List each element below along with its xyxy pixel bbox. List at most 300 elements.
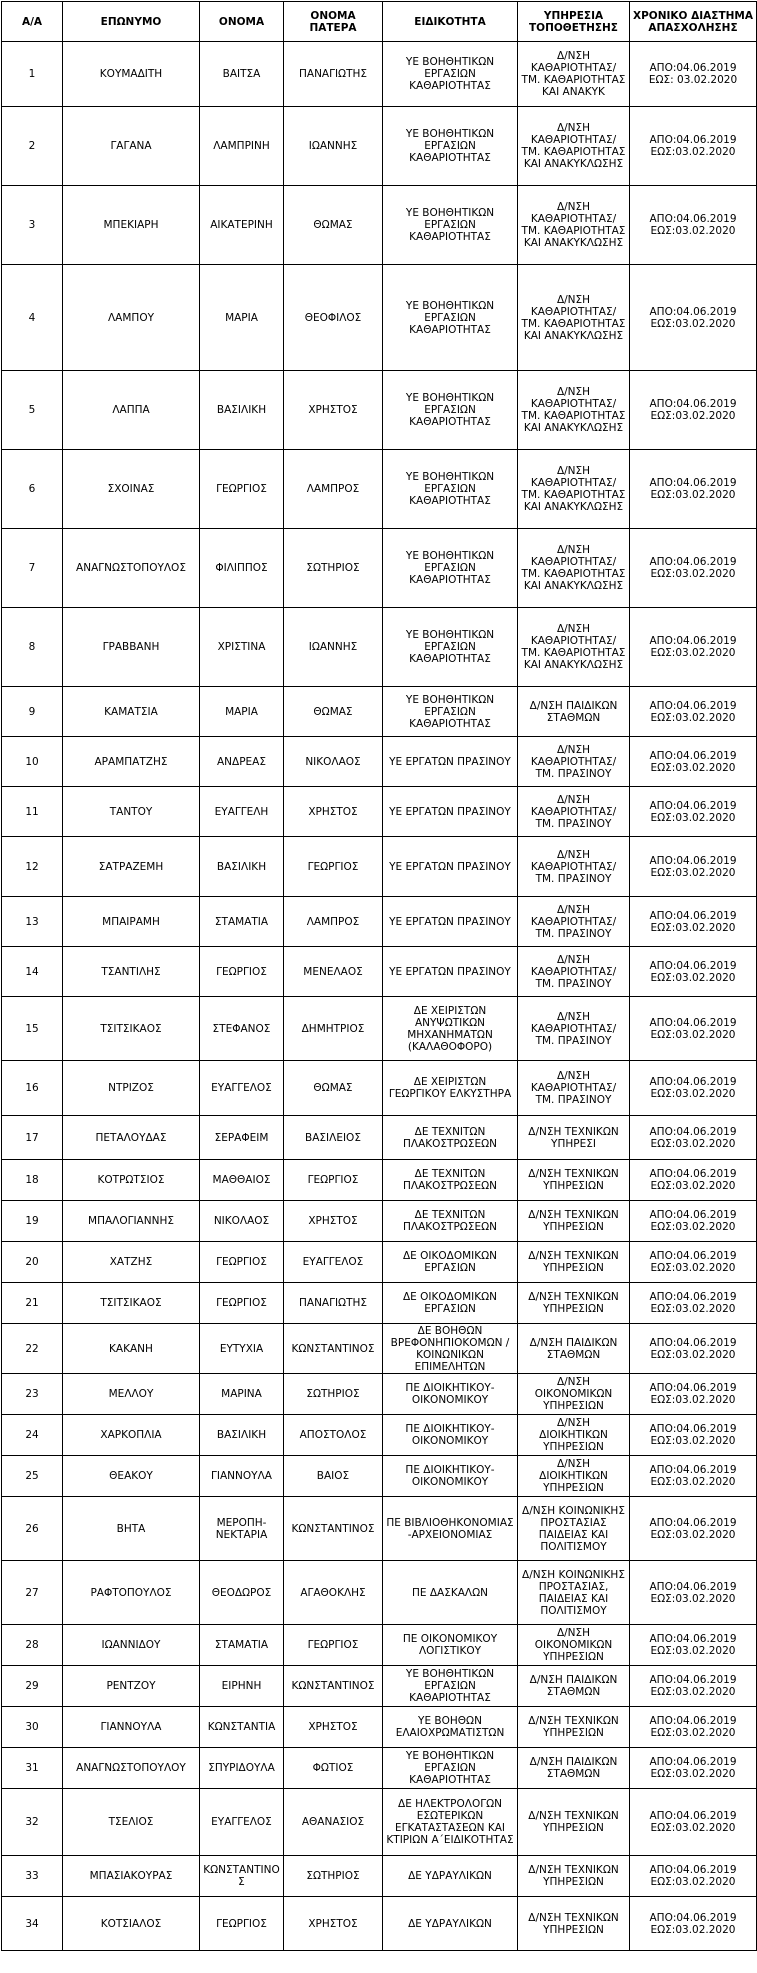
- table-row: [2, 1242, 757, 1283]
- cell-father-name: ΔΗΜΗΤΡΙΟΣ: [284, 997, 383, 1061]
- cell-aa: 7: [2, 529, 63, 608]
- table-row: [2, 1789, 757, 1856]
- cell-aa: 29: [2, 1666, 63, 1707]
- cell-period: [630, 1160, 757, 1201]
- header-row: [2, 2, 757, 42]
- table-row: [2, 529, 757, 608]
- header-surname: ΕΠΩΝΥΜΟ: [63, 2, 200, 42]
- cell-specialty: ΥΕ ΒΟΗΘΗΤΙΚΩΝ ΕΡΓΑΣΙΩΝ ΚΑΘΑΡΙΟΤΗΤΑΣ: [383, 1748, 518, 1789]
- table-row: [2, 42, 757, 107]
- table-row: [2, 1160, 757, 1201]
- cell-specialty: ΔΕ ΧΕΙΡΙΣΤΩΝ ΓΕΩΡΓΙΚΟΥ ΕΛΚΥΣΤΗΡΑ: [383, 1061, 518, 1116]
- cell-specialty: ΠΕ ΔΙΟΙΚΗΤΙΚΟΥ-ΟΙΚΟΝΟΜΙΚΟΥ: [383, 1456, 518, 1497]
- period-to: ΕΩΣ:03.02.2020: [650, 317, 736, 330]
- table-row: [2, 897, 757, 947]
- period-from: ΑΠΟ:04.06.2019: [649, 398, 737, 410]
- cell-father-name: ΧΡΗΣΤΟΣ: [284, 1201, 383, 1242]
- cell-name: ΓΕΩΡΓΙΟΣ: [200, 1242, 284, 1283]
- cell-name: ΒΑΙΤΣΑ: [200, 42, 284, 107]
- cell-name: ΚΩΝΣΤΑΝΤΙΑ: [200, 1707, 284, 1748]
- cell-specialty: ΥΕ ΒΟΗΘΗΤΙΚΩΝ ΕΡΓΑΣΙΩΝ ΚΑΘΑΡΙΟΤΗΤΑΣ: [383, 371, 518, 450]
- cell-specialty: ΔΕ ΒΟΗΘΩΝ ΒΡΕΦΟΝΗΠΙΟΚΟΜΩΝ /ΚΟΙΝΩΝΙΚΩΝ ΕΠΙΜΕΛΗΤΩΝ: [383, 1324, 518, 1374]
- cell-specialty: ΥΕ ΒΟΗΘΗΤΙΚΩΝ ΕΡΓΑΣΙΩΝ ΚΑΘΑΡΙΟΤΗΤΑΣ: [383, 1666, 518, 1707]
- cell-name: ΕΙΡΗΝΗ: [200, 1666, 284, 1707]
- cell-father-name: ΘΩΜΑΣ: [284, 186, 383, 265]
- table-row: [2, 997, 757, 1061]
- cell-father-name: ΙΩΑΝΝΗΣ: [284, 107, 383, 186]
- period-from: ΑΠΟ:04.06.2019: [649, 1633, 737, 1645]
- cell-specialty: ΥΕ ΕΡΓΑΤΩΝ ΠΡΑΣΙΝΟΥ: [383, 837, 518, 897]
- cell-specialty: ΥΕ ΒΟΗΘΗΤΙΚΩΝ ΕΡΓΑΣΙΩΝ ΚΑΘΑΡΙΟΤΗΤΑΣ: [383, 107, 518, 186]
- table-row: [2, 1116, 757, 1160]
- cell-specialty: ΥΕ ΒΟΗΘΗΤΙΚΩΝ ΕΡΓΑΣΙΩΝ ΚΑΘΑΡΙΟΤΗΤΑΣ: [383, 529, 518, 608]
- cell-specialty: ΔΕ ΧΕΙΡΙΣΤΩΝ ΑΝΥΨΩΤΙΚΩΝ ΜΗΧΑΝΗΜΑΤΩΝ (ΚΑΛΑΘΟΦΟΡΟ): [383, 997, 518, 1061]
- cell-aa: 26: [2, 1497, 63, 1561]
- table-row: [2, 1456, 757, 1497]
- cell-period: [630, 1242, 757, 1283]
- table-row: [2, 1748, 757, 1789]
- period-to: ΕΩΣ:03.02.2020: [650, 1528, 736, 1541]
- cell-name: ΑΝΔΡΕΑΣ: [200, 737, 284, 787]
- cell-surname: ΣΧΟΙΝΑΣ: [63, 450, 200, 529]
- cell-father-name: ΠΑΝΑΓΙΩΤΗΣ: [284, 42, 383, 107]
- cell-surname: ΣΑΤΡΑΖΕΜΗ: [63, 837, 200, 897]
- table-row: [2, 450, 757, 529]
- cell-specialty: ΔΕ ΗΛΕΚΤΡΟΛΟΓΩΝ ΕΣΩΤΕΡΙΚΩΝ ΕΓΚΑΤΑΣΤΑΣΕΩΝ ΚΑΙ ΚΤΙΡΙΩΝ Α΄ΕΙΔΙΚΟΤΗΤΑΣ: [383, 1789, 518, 1856]
- period-to: ΕΩΣ:03.02.2020: [650, 811, 736, 824]
- cell-surname: ΚΟΥΜΑΔΙΤΗ: [63, 42, 200, 107]
- table-row: [2, 787, 757, 837]
- cell-aa: 32: [2, 1789, 63, 1856]
- cell-name: ΣΠΥΡΙΔΟΥΛΑ: [200, 1748, 284, 1789]
- cell-name: ΑΙΚΑΤΕΡΙΝΗ: [200, 186, 284, 265]
- cell-father-name: ΧΡΗΣΤΟΣ: [284, 787, 383, 837]
- cell-service: Δ/ΝΣΗ ΤΕΧΝΙΚΩΝ ΥΠΗΡΕΣΙΩΝ: [518, 1789, 630, 1856]
- cell-surname: ΙΩΑΝΝΙΔΟΥ: [63, 1625, 200, 1666]
- cell-aa: 25: [2, 1456, 63, 1497]
- cell-name: ΕΥΑΓΓΕΛΟΣ: [200, 1061, 284, 1116]
- period-from: ΑΠΟ:04.06.2019: [649, 477, 737, 489]
- period-from: ΑΠΟ:04.06.2019: [649, 556, 737, 568]
- period-from: ΑΠΟ:04.06.2019: [649, 959, 737, 972]
- cell-service: Δ/ΝΣΗ ΚΑΘΑΡΙΟΤΗΤΑΣ/ ΤΜ. ΠΡΑΣΙΝΟΥ: [518, 787, 630, 837]
- table-row: [2, 1497, 757, 1561]
- period-to: ΕΩΣ:03.02.2020: [650, 866, 736, 879]
- table-row: [2, 837, 757, 897]
- cell-aa: 3: [2, 186, 63, 265]
- cell-surname: ΛΑΠΠΑ: [63, 371, 200, 450]
- table-row: [2, 186, 757, 265]
- period-to: ΕΩΣ:03.02.2020: [650, 1028, 736, 1041]
- cell-service: Δ/ΝΣΗ ΤΕΧΝΙΚΩΝ ΥΠΗΡΕΣΙ: [518, 1116, 630, 1160]
- period-to: ΕΩΣ:03.02.2020: [650, 1262, 736, 1274]
- cell-father-name: ΣΩΤΗΡΙΟΣ: [284, 1856, 383, 1897]
- cell-period: [630, 1116, 757, 1160]
- cell-surname: ΜΠΕΚΙΑΡΗ: [63, 186, 200, 265]
- cell-father-name: ΕΥΑΓΓΕΛΟΣ: [284, 1242, 383, 1283]
- table-row: [2, 687, 757, 737]
- cell-surname: ΘΕΑΚΟΥ: [63, 1456, 200, 1497]
- cell-surname: ΤΣΙΤΣΙΚΑΟΣ: [63, 1283, 200, 1324]
- cell-specialty: ΥΕ ΒΟΗΘΗΤΙΚΩΝ ΕΡΓΑΣΙΩΝ ΚΑΘΑΡΙΟΤΗΤΑΣ: [383, 687, 518, 737]
- cell-period: [630, 450, 757, 529]
- cell-specialty: ΔΕ ΥΔΡΑΥΛΙΚΩΝ: [383, 1897, 518, 1951]
- cell-father-name: ΑΓΑΘΟΚΛΗΣ: [284, 1561, 383, 1625]
- cell-father-name: ΘΩΜΑΣ: [284, 687, 383, 737]
- cell-father-name: ΚΩΝΣΤΑΝΤΙΝΟΣ: [284, 1666, 383, 1707]
- cell-period: [630, 1374, 757, 1415]
- cell-aa: 28: [2, 1625, 63, 1666]
- cell-period: [630, 1201, 757, 1242]
- cell-service: Δ/ΝΣΗ ΤΕΧΝΙΚΩΝ ΥΠΗΡΕΣΙΩΝ: [518, 1160, 630, 1201]
- cell-aa: 12: [2, 837, 63, 897]
- period-from: ΑΠΟ:04.06.2019: [649, 305, 737, 318]
- cell-father-name: ΝΙΚΟΛΑΟΣ: [284, 737, 383, 787]
- cell-service: Δ/ΝΣΗ ΤΕΧΝΙΚΩΝ ΥΠΗΡΕΣΙΩΝ: [518, 1201, 630, 1242]
- period-from: ΑΠΟ:04.06.2019: [649, 1016, 737, 1029]
- cell-service: Δ/ΝΣΗ ΚΟΙΝΩΝΙΚΗΣ ΠΡΟΣΤΑΣΙΑΣ, ΠΑΙΔΕΙΑΣ ΚΑΙ ΠΟΛΙΤΙΣΜΟΥ: [518, 1561, 630, 1625]
- period-to: ΕΩΣ:03.02.2020: [650, 225, 736, 237]
- cell-service: Δ/ΝΣΗ ΚΑΘΑΡΙΟΤΗΤΑΣ/ ΤΜ. ΠΡΑΣΙΝΟΥ: [518, 997, 630, 1061]
- cell-service: Δ/ΝΣΗ ΚΑΘΑΡΙΟΤΗΤΑΣ/ ΤΜ. ΚΑΘΑΡΙΟΤΗΤΑΣ ΚΑΙ ΑΝΑΚΥΚΛΩΣΗΣ: [518, 450, 630, 529]
- cell-specialty: ΠΕ ΔΙΟΙΚΗΤΙΚΟΥ-ΟΙΚΟΝΟΜΙΚΟΥ: [383, 1415, 518, 1456]
- cell-period: [630, 186, 757, 265]
- cell-service: Δ/ΝΣΗ ΟΙΚΟΝΟΜΙΚΩΝ ΥΠΗΡΕΣΙΩΝ: [518, 1625, 630, 1666]
- period-from: ΑΠΟ:04.06.2019: [649, 1911, 737, 1924]
- cell-specialty: ΔΕ ΤΕΧΝΙΤΩΝ ΠΛΑΚΟΣΤΡΩΣΕΩΝ: [383, 1116, 518, 1160]
- cell-aa: 4: [2, 265, 63, 371]
- cell-surname: ΚΟΤΡΩΤΣΙΟΣ: [63, 1160, 200, 1201]
- cell-surname: ΜΠΑΛΟΓΙΑΝΝΗΣ: [63, 1201, 200, 1242]
- cell-father-name: ΜΕΝΕΛΑΟΣ: [284, 947, 383, 997]
- period-to: ΕΩΣ:03.02.2020: [650, 1303, 736, 1315]
- cell-aa: 23: [2, 1374, 63, 1415]
- cell-aa: 14: [2, 947, 63, 997]
- cell-service: Δ/ΝΣΗ ΚΑΘΑΡΙΟΤΗΤΑΣ/ ΤΜ. ΚΑΘΑΡΙΟΤΗΤΑΣ ΚΑΙ ΑΝΑΚΥΚΛΩΣΗΣ: [518, 608, 630, 687]
- cell-father-name: ΘΕΟΦΙΛΟΣ: [284, 265, 383, 371]
- header-father-name: ΟΝΟΜΑ ΠΑΤΕΡΑ: [284, 2, 383, 42]
- cell-aa: 34: [2, 1897, 63, 1951]
- period-from: ΑΠΟ:04.06.2019: [649, 1209, 737, 1221]
- cell-surname: ΑΡΑΜΠΑΤΖΗΣ: [63, 737, 200, 787]
- cell-period: [630, 787, 757, 837]
- cell-period: [630, 897, 757, 947]
- cell-specialty: ΥΕ ΒΟΗΘΗΤΙΚΩΝ ΕΡΓΑΣΙΩΝ ΚΑΘΑΡΙΟΤΗΤΑΣ: [383, 608, 518, 687]
- cell-surname: ΠΕΤΑΛΟΥΔΑΣ: [63, 1116, 200, 1160]
- cell-specialty: ΥΕ ΒΟΗΘΩΝ ΕΛΑΙΟΧΡΩΜΑΤΙΣΤΩΝ: [383, 1707, 518, 1748]
- cell-father-name: ΛΑΜΠΡΟΣ: [284, 897, 383, 947]
- period-to: ΕΩΣ:03.02.2020: [650, 1394, 736, 1406]
- cell-aa: 10: [2, 737, 63, 787]
- cell-name: ΚΩΝΣΤΑΝΤΙΝΟΣ: [200, 1856, 284, 1897]
- cell-period: [630, 1283, 757, 1324]
- cell-name: ΓΙΑΝΝΟΥΛΑ: [200, 1456, 284, 1497]
- cell-aa: 5: [2, 371, 63, 450]
- table-row: [2, 1201, 757, 1242]
- cell-father-name: ΙΩΑΝΝΗΣ: [284, 608, 383, 687]
- period-to: ΕΩΣ:03.02.2020: [650, 647, 736, 659]
- cell-service: Δ/ΝΣΗ ΟΙΚΟΝΟΜΙΚΩΝ ΥΠΗΡΕΣΙΩΝ: [518, 1374, 630, 1415]
- period-from: ΑΠΟ:04.06.2019: [649, 799, 737, 812]
- period-to: ΕΩΣ:03.02.2020: [650, 971, 736, 984]
- cell-aa: 13: [2, 897, 63, 947]
- period-to: ΕΩΣ:03.02.2020: [650, 761, 736, 774]
- cell-period: [630, 1456, 757, 1497]
- period-from: ΑΠΟ:04.06.2019: [649, 854, 737, 867]
- cell-name: ΛΑΜΠΡΙΝΗ: [200, 107, 284, 186]
- cell-name: ΜΑΡΙΑ: [200, 687, 284, 737]
- period-to: ΕΩΣ:03.02.2020: [650, 568, 736, 580]
- cell-specialty: ΥΕ ΕΡΓΑΤΩΝ ΠΡΑΣΙΝΟΥ: [383, 787, 518, 837]
- period-from: ΑΠΟ:04.06.2019: [649, 1864, 737, 1876]
- cell-specialty: ΥΕ ΕΡΓΑΤΩΝ ΠΡΑΣΙΝΟΥ: [383, 737, 518, 787]
- period-from: ΑΠΟ:04.06.2019: [649, 1580, 737, 1593]
- cell-aa: 6: [2, 450, 63, 529]
- cell-name: ΕΥΑΓΓΕΛΗ: [200, 787, 284, 837]
- period-to: ΕΩΣ: 03.02.2020: [648, 74, 738, 86]
- cell-specialty: ΥΕ ΕΡΓΑΤΩΝ ΠΡΑΣΙΝΟΥ: [383, 947, 518, 997]
- table-row: [2, 947, 757, 997]
- table-row: [2, 1283, 757, 1324]
- cell-name: ΓΕΩΡΓΙΟΣ: [200, 947, 284, 997]
- cell-father-name: ΒΑΙΟΣ: [284, 1456, 383, 1497]
- cell-aa: 2: [2, 107, 63, 186]
- cell-aa: 11: [2, 787, 63, 837]
- period-to: ΕΩΣ:03.02.2020: [650, 921, 736, 934]
- table-row: [2, 608, 757, 687]
- cell-surname: ΛΑΜΠΟΥ: [63, 265, 200, 371]
- cell-service: Δ/ΝΣΗ ΚΑΘΑΡΙΟΤΗΤΑΣ/ ΤΜ. ΠΡΑΣΙΝΟΥ: [518, 837, 630, 897]
- period-to: ΕΩΣ:03.02.2020: [650, 1876, 736, 1888]
- cell-surname: ΚΑΚΑΝΗ: [63, 1324, 200, 1374]
- cell-surname: ΚΑΜΑΤΣΙΑ: [63, 687, 200, 737]
- cell-period: [630, 529, 757, 608]
- cell-father-name: ΚΩΝΣΤΑΝΤΙΝΟΣ: [284, 1324, 383, 1374]
- period-to: ΕΩΣ:03.02.2020: [650, 1592, 736, 1605]
- cell-specialty: ΔΕ ΤΕΧΝΙΤΩΝ ΠΛΑΚΟΣΤΡΩΣΕΩΝ: [383, 1201, 518, 1242]
- cell-surname: ΧΑΡΚΟΠΛΙΑ: [63, 1415, 200, 1456]
- cell-surname: ΤΑΝΤΟΥ: [63, 787, 200, 837]
- period-from: ΑΠΟ:04.06.2019: [649, 62, 737, 74]
- cell-surname: ΚΟΤΣΙΑΛΟΣ: [63, 1897, 200, 1951]
- cell-name: ΜΑΡΙΑ: [200, 265, 284, 371]
- cell-surname: ΜΕΛΛΟΥ: [63, 1374, 200, 1415]
- period-to: ΕΩΣ:03.02.2020: [650, 711, 736, 724]
- period-to: ΕΩΣ:03.02.2020: [650, 1435, 736, 1447]
- cell-surname: ΡΕΝΤΖΟΥ: [63, 1666, 200, 1707]
- cell-father-name: ΧΡΗΣΤΟΣ: [284, 371, 383, 450]
- cell-name: ΧΡΙΣΤΙΝΑ: [200, 608, 284, 687]
- header-specialty: ΕΙΔΙΚΟΤΗΤΑ: [383, 2, 518, 42]
- period-from: ΑΠΟ:04.06.2019: [649, 1715, 737, 1727]
- cell-service: Δ/ΝΣΗ ΤΕΧΝΙΚΩΝ ΥΠΗΡΕΣΙΩΝ: [518, 1856, 630, 1897]
- cell-surname: ΧΑΤΖΗΣ: [63, 1242, 200, 1283]
- period-from: ΑΠΟ:04.06.2019: [649, 1168, 737, 1180]
- period-from: ΑΠΟ:04.06.2019: [649, 749, 737, 762]
- period-to: ΕΩΣ:03.02.2020: [650, 146, 736, 158]
- cell-surname: ΓΡΑΒΒΑΝΗ: [63, 608, 200, 687]
- cell-specialty: ΥΕ ΒΟΗΘΗΤΙΚΩΝ ΕΡΓΑΣΙΩΝ ΚΑΘΑΡΙΟΤΗΤΑΣ: [383, 186, 518, 265]
- cell-name: ΒΑΣΙΛΙΚΗ: [200, 371, 284, 450]
- period-from: ΑΠΟ:04.06.2019: [649, 1674, 737, 1686]
- period-to: ΕΩΣ:03.02.2020: [650, 1645, 736, 1657]
- cell-period: [630, 1061, 757, 1116]
- cell-father-name: ΧΡΗΣΤΟΣ: [284, 1707, 383, 1748]
- table-row: [2, 1374, 757, 1415]
- cell-period: [630, 737, 757, 787]
- cell-period: [630, 1324, 757, 1374]
- period-to: ΕΩΣ:03.02.2020: [650, 1768, 736, 1780]
- cell-aa: 19: [2, 1201, 63, 1242]
- period-from: ΑΠΟ:04.06.2019: [649, 1250, 737, 1262]
- period-from: ΑΠΟ:04.06.2019: [649, 1125, 737, 1138]
- cell-period: [630, 1856, 757, 1897]
- cell-period: [630, 371, 757, 450]
- cell-service: Δ/ΝΣΗ ΤΕΧΝΙΚΩΝ ΥΠΗΡΕΣΙΩΝ: [518, 1707, 630, 1748]
- header-service: ΥΠΗΡΕΣΙΑ ΤΟΠΟΘΕΤΗΣΗΣ: [518, 2, 630, 42]
- period-from: ΑΠΟ:04.06.2019: [649, 134, 737, 146]
- cell-service: Δ/ΝΣΗ ΠΑΙΔΙΚΩΝ ΣΤΑΘΜΩΝ: [518, 1324, 630, 1374]
- cell-specialty: ΥΕ ΒΟΗΘΗΤΙΚΩΝ ΕΡΓΑΣΙΩΝ ΚΑΘΑΡΙΟΤΗΤΑΣ: [383, 450, 518, 529]
- cell-surname: ΤΣΑΝΤΙΛΗΣ: [63, 947, 200, 997]
- table-row: [2, 1856, 757, 1897]
- cell-service: Δ/ΝΣΗ ΚΑΘΑΡΙΟΤΗΤΑΣ/ ΤΜ. ΚΑΘΑΡΙΟΤΗΤΑΣ ΚΑΙ ΑΝΑΚΥΚΛΩΣΗΣ: [518, 529, 630, 608]
- cell-period: [630, 1625, 757, 1666]
- cell-name: ΒΑΣΙΛΙΚΗ: [200, 1415, 284, 1456]
- cell-father-name: ΚΩΝΣΤΑΝΤΙΝΟΣ: [284, 1497, 383, 1561]
- cell-aa: 8: [2, 608, 63, 687]
- cell-father-name: ΓΕΩΡΓΙΟΣ: [284, 1625, 383, 1666]
- cell-period: [630, 1748, 757, 1789]
- table-row: [2, 371, 757, 450]
- cell-aa: 33: [2, 1856, 63, 1897]
- period-from: ΑΠΟ:04.06.2019: [649, 1756, 737, 1768]
- cell-aa: 30: [2, 1707, 63, 1748]
- period-from: ΑΠΟ:04.06.2019: [649, 1336, 737, 1349]
- period-to: ΕΩΣ:03.02.2020: [650, 1348, 736, 1361]
- period-to: ΕΩΣ:03.02.2020: [650, 1221, 736, 1233]
- cell-specialty: ΠΕ ΟΙΚΟΝΟΜΙΚΟΥ ΛΟΓΙΣΤΙΚΟΥ: [383, 1625, 518, 1666]
- period-to: ΕΩΣ:03.02.2020: [650, 489, 736, 501]
- cell-service: Δ/ΝΣΗ ΚΑΘΑΡΙΟΤΗΤΑΣ/ ΤΜ. ΠΡΑΣΙΝΟΥ: [518, 947, 630, 997]
- cell-period: [630, 1897, 757, 1951]
- cell-surname: ΤΣΙΤΣΙΚΑΟΣ: [63, 997, 200, 1061]
- cell-name: ΣΤΑΜΑΤΙΑ: [200, 1625, 284, 1666]
- cell-father-name: ΑΠΟΣΤΟΛΟΣ: [284, 1415, 383, 1456]
- cell-period: [630, 687, 757, 737]
- cell-name: ΜΑΡΙΝΑ: [200, 1374, 284, 1415]
- cell-specialty: ΥΕ ΒΟΗΘΗΤΙΚΩΝ ΕΡΓΑΣΙΩΝ ΚΑΘΑΡΙΟΤΗΤΑΣ: [383, 42, 518, 107]
- cell-father-name: ΣΩΤΗΡΙΟΣ: [284, 1374, 383, 1415]
- period-from: ΑΠΟ:04.06.2019: [649, 635, 737, 647]
- cell-service: Δ/ΝΣΗ ΚΑΘΑΡΙΟΤΗΤΑΣ/ ΤΜ. ΚΑΘΑΡΙΟΤΗΤΑΣ ΚΑΙ ΑΝΑΚΥΚΛΩΣΗΣ: [518, 186, 630, 265]
- period-from: ΑΠΟ:04.06.2019: [649, 699, 737, 712]
- cell-name: ΜΕΡΟΠΗ-ΝΕΚΤΑΡΙΑ: [200, 1497, 284, 1561]
- table-row: [2, 1561, 757, 1625]
- cell-name: ΓΕΩΡΓΙΟΣ: [200, 1897, 284, 1951]
- cell-surname: ΓΑΓΑΝΑ: [63, 107, 200, 186]
- cell-period: [630, 1707, 757, 1748]
- cell-father-name: ΓΕΩΡΓΙΟΣ: [284, 837, 383, 897]
- cell-period: [630, 1497, 757, 1561]
- cell-aa: 16: [2, 1061, 63, 1116]
- cell-specialty: ΠΕ ΔΑΣΚΑΛΩΝ: [383, 1561, 518, 1625]
- period-from: ΑΠΟ:04.06.2019: [649, 1076, 737, 1088]
- cell-period: [630, 947, 757, 997]
- header-period: ΧΡΟΝΙΚΟ ΔΙΑΣΤΗΜΑ ΑΠΑΣΧΟΛΗΣΗΣ: [630, 2, 757, 42]
- cell-name: ΘΕΟΔΩΡΟΣ: [200, 1561, 284, 1625]
- cell-father-name: ΦΩΤΙΟΣ: [284, 1748, 383, 1789]
- table-row: [2, 1061, 757, 1116]
- period-to: ΕΩΣ:03.02.2020: [650, 1686, 736, 1698]
- cell-name: ΓΕΩΡΓΙΟΣ: [200, 1283, 284, 1324]
- cell-period: [630, 265, 757, 371]
- cell-surname: ΜΠΑΙΡΑΜΗ: [63, 897, 200, 947]
- cell-service: Δ/ΝΣΗ ΚΑΘΑΡΙΟΤΗΤΑΣ/ ΤΜ. ΠΡΑΣΙΝΟΥ: [518, 737, 630, 787]
- cell-surname: ΑΝΑΓΝΩΣΤΟΠΟΥΛΟΥ: [63, 1748, 200, 1789]
- cell-aa: 31: [2, 1748, 63, 1789]
- cell-specialty: ΔΕ ΟΙΚΟΔΟΜΙΚΩΝ ΕΡΓΑΣΙΩΝ: [383, 1283, 518, 1324]
- cell-aa: 22: [2, 1324, 63, 1374]
- cell-service: Δ/ΝΣΗ ΚΑΘΑΡΙΟΤΗΤΑΣ/ ΤΜ. ΠΡΑΣΙΝΟΥ: [518, 1061, 630, 1116]
- cell-service: Δ/ΝΣΗ ΤΕΧΝΙΚΩΝ ΥΠΗΡΕΣΙΩΝ: [518, 1283, 630, 1324]
- header-aa: Α/Α: [2, 2, 63, 42]
- cell-specialty: ΠΕ ΔΙΟΙΚΗΤΙΚΟΥ-ΟΙΚΟΝΟΜΙΚΟΥ: [383, 1374, 518, 1415]
- cell-name: ΣΕΡΑΦΕΙΜ: [200, 1116, 284, 1160]
- cell-service: Δ/ΝΣΗ ΤΕΧΝΙΚΩΝ ΥΠΗΡΕΣΙΩΝ: [518, 1242, 630, 1283]
- period-to: ΕΩΣ:03.02.2020: [650, 1088, 736, 1100]
- period-to: ΕΩΣ:03.02.2020: [650, 1137, 736, 1150]
- cell-name: ΒΑΣΙΛΙΚΗ: [200, 837, 284, 897]
- cell-father-name: ΓΕΩΡΓΙΟΣ: [284, 1160, 383, 1201]
- period-to: ΕΩΣ:03.02.2020: [650, 1476, 736, 1488]
- table-row: [2, 1324, 757, 1374]
- cell-period: [630, 997, 757, 1061]
- cell-aa: 27: [2, 1561, 63, 1625]
- period-from: ΑΠΟ:04.06.2019: [649, 1464, 737, 1476]
- period-from: ΑΠΟ:04.06.2019: [649, 909, 737, 922]
- table-row: [2, 107, 757, 186]
- period-from: ΑΠΟ:04.06.2019: [649, 1810, 737, 1822]
- cell-aa: 18: [2, 1160, 63, 1201]
- cell-name: ΣΤΕΦΑΝΟΣ: [200, 997, 284, 1061]
- cell-specialty: ΥΕ ΕΡΓΑΤΩΝ ΠΡΑΣΙΝΟΥ: [383, 897, 518, 947]
- cell-period: [630, 1561, 757, 1625]
- cell-service: Δ/ΝΣΗ ΚΑΘΑΡΙΟΤΗΤΑΣ/ ΤΜ. ΚΑΘΑΡΙΟΤΗΤΑΣ ΚΑΙ ΑΝΑΚΥΚ: [518, 42, 630, 107]
- cell-period: [630, 1789, 757, 1856]
- cell-name: ΕΥΑΓΓΕΛΟΣ: [200, 1789, 284, 1856]
- cell-specialty: ΔΕ ΟΙΚΟΔΟΜΙΚΩΝ ΕΡΓΑΣΙΩΝ: [383, 1242, 518, 1283]
- table-row: [2, 1415, 757, 1456]
- table-row: [2, 737, 757, 787]
- cell-specialty: ΥΕ ΒΟΗΘΗΤΙΚΩΝ ΕΡΓΑΣΙΩΝ ΚΑΘΑΡΙΟΤΗΤΑΣ: [383, 265, 518, 371]
- period-to: ΕΩΣ:03.02.2020: [650, 1180, 736, 1192]
- cell-surname: ΤΣΕΛΙΟΣ: [63, 1789, 200, 1856]
- cell-father-name: ΧΡΗΣΤΟΣ: [284, 1897, 383, 1951]
- period-from: ΑΠΟ:04.06.2019: [649, 1423, 737, 1435]
- period-from: ΑΠΟ:04.06.2019: [649, 1382, 737, 1394]
- cell-surname: ΑΝΑΓΝΩΣΤΟΠΟΥΛΟΣ: [63, 529, 200, 608]
- cell-service: Δ/ΝΣΗ ΚΑΘΑΡΙΟΤΗΤΑΣ/ ΤΜ. ΚΑΘΑΡΙΟΤΗΤΑΣ ΚΑΙ ΑΝΑΚΥΚΛΩΣΗΣ: [518, 371, 630, 450]
- period-from: ΑΠΟ:04.06.2019: [649, 213, 737, 225]
- cell-period: [630, 1666, 757, 1707]
- cell-service: Δ/ΝΣΗ ΚΑΘΑΡΙΟΤΗΤΑΣ/ ΤΜ. ΚΑΘΑΡΙΟΤΗΤΑΣ ΚΑΙ ΑΝΑΚΥΚΛΩΣΗΣ: [518, 265, 630, 371]
- cell-period: [630, 107, 757, 186]
- cell-service: Δ/ΝΣΗ ΚΑΘΑΡΙΟΤΗΤΑΣ/ ΤΜ. ΚΑΘΑΡΙΟΤΗΤΑΣ ΚΑΙ ΑΝΑΚΥΚΛΩΣΗΣ: [518, 107, 630, 186]
- cell-service: Δ/ΝΣΗ ΤΕΧΝΙΚΩΝ ΥΠΗΡΕΣΙΩΝ: [518, 1897, 630, 1951]
- cell-period: [630, 608, 757, 687]
- cell-specialty: ΠΕ ΒΙΒΛΙΟΘΗΚΟΝΟΜΙΑΣ -ΑΡΧΕΙΟΝΟΜΙΑΣ: [383, 1497, 518, 1561]
